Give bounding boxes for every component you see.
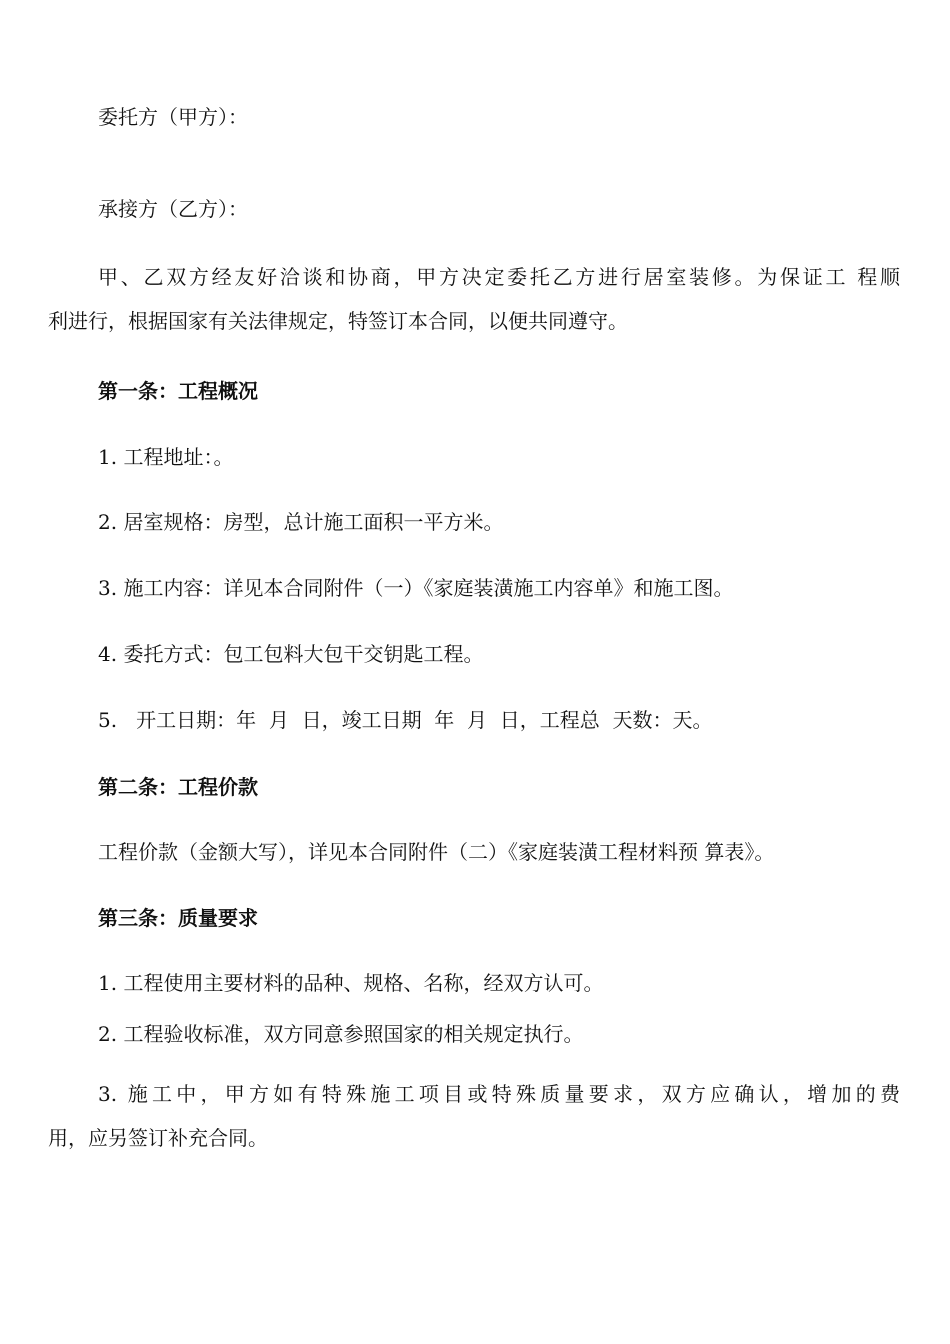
article-3-item-3-line-1: 3. 施工中，甲方如有特殊施工项目或特殊质量要求，双方应确认，增加的费 xyxy=(98,1082,900,1106)
article-3-title: 第三条：质量要求 xyxy=(98,906,258,930)
article-3-item-3 xyxy=(48,1080,900,1152)
article-1-item-3: 3. 施工内容：详见本合同附件（一）《家庭装潢施工内容单》和施工图。 xyxy=(98,576,734,600)
article-3-item-1: 1. 工程使用主要材料的品种、规格、名称，经双方认可。 xyxy=(98,971,604,995)
intro-paragraph xyxy=(48,263,900,335)
article-2-text: 工程价款（金额大写），详见本合同附件（二）《家庭装潢工程材料预 算表》。 xyxy=(98,840,775,864)
article-1-item-5: 5. 开工日期：年 月 日，竣工日期 年 月 日，工程总 天数：天。 xyxy=(98,708,713,732)
article-3-item-2: 2. 工程验收标准，双方同意参照国家的相关规定执行。 xyxy=(98,1022,584,1046)
article-3-item-3-line-2: 用，应另签订补充合同。 xyxy=(48,1126,268,1150)
party-b-label: 承接方（乙方）： xyxy=(98,197,248,221)
article-1-item-4: 4. 委托方式：包工包料大包干交钥匙工程。 xyxy=(98,642,484,666)
party-a-label: 委托方（甲方）： xyxy=(98,105,248,129)
article-1-title: 第一条：工程概况 xyxy=(98,379,258,403)
intro-line-1: 甲、乙双方经友好洽谈和协商，甲方决定委托乙方进行居室装修。为保证工 程顺 xyxy=(98,265,900,289)
article-2-title: 第二条：工程价款 xyxy=(98,775,258,799)
intro-line-2: 利进行，根据国家有关法律规定，特签订本合同，以便共同遵守。 xyxy=(48,309,628,333)
article-1-item-1: 1. 工程地址：。 xyxy=(98,445,234,469)
article-1-item-2: 2. 居室规格：房型，总计施工面积一平方米。 xyxy=(98,510,504,534)
